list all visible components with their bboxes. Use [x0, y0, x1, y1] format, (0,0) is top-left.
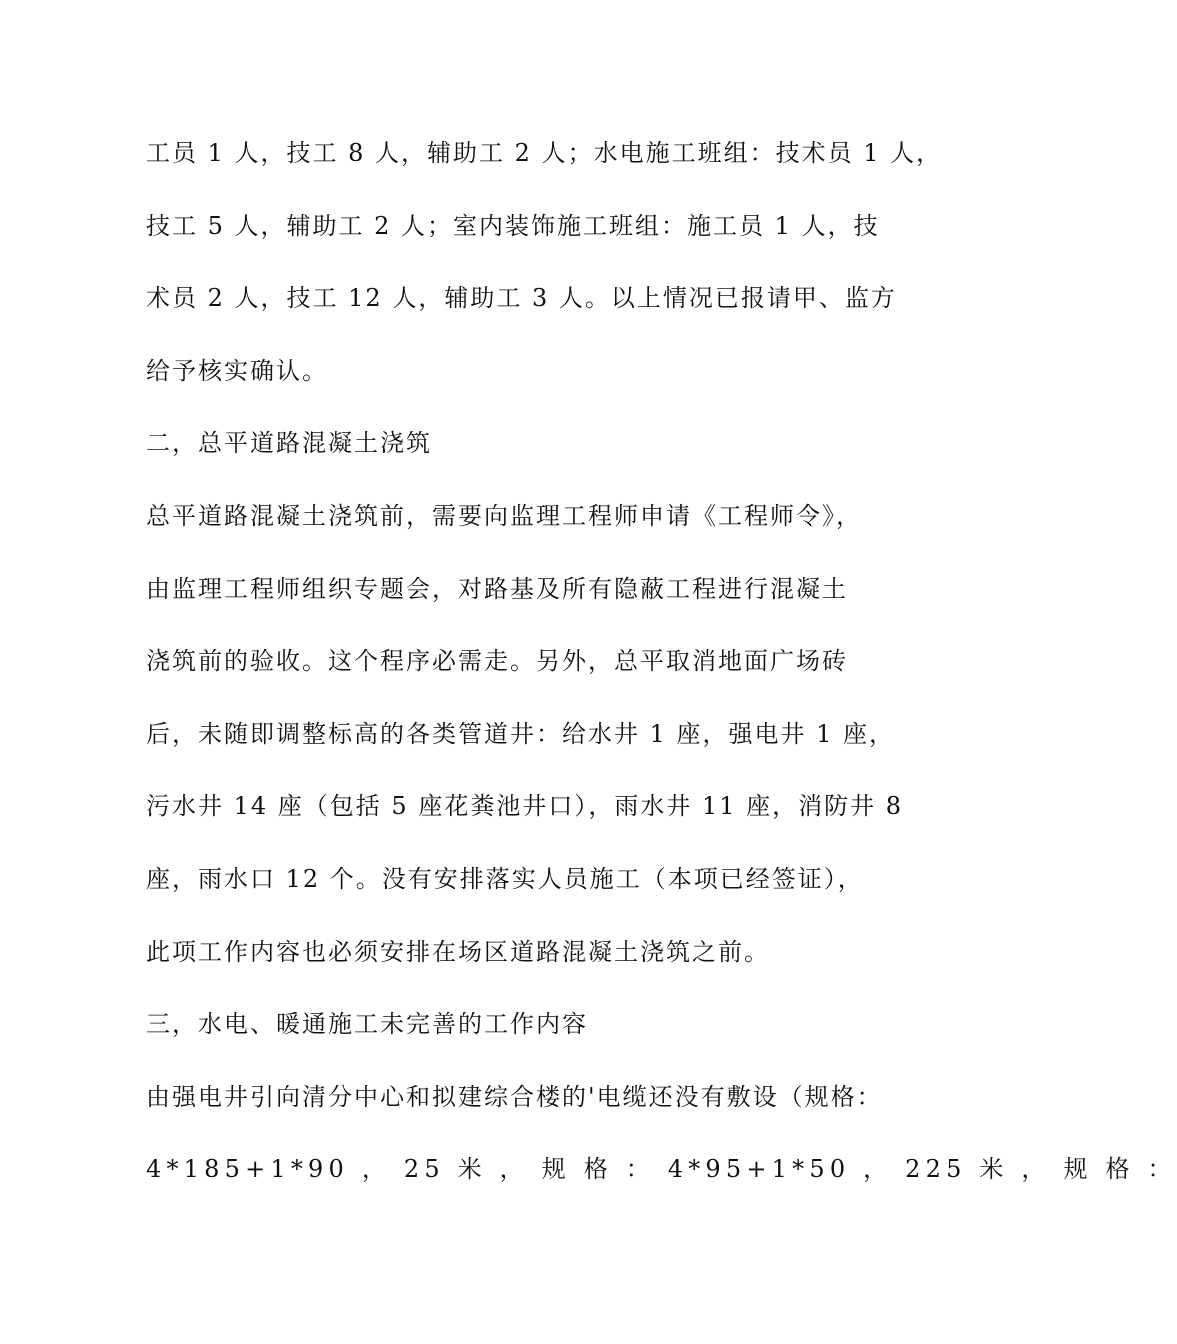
paragraph-line: 4*185+1*90 ， 25 米 ， 规 格 ： 4*95+1*50 ， 225 米 ， 规 格 ： — [146, 1155, 1177, 1184]
paragraph-line: 总平道路混凝土浇筑前，需要向监理工程师申请《工程师令》， — [146, 501, 862, 530]
paragraph-line: 此项工作内容也必须安排在场区道路混凝土浇筑之前。 — [146, 937, 770, 966]
paragraph-line: 工员 1 人，技工 8 人，辅助工 2 人；水电施工班组：技术员 1 人， — [146, 139, 943, 167]
paragraph-line: 由监理工程师组织专题会，对路基及所有隐蔽工程进行混凝土 — [146, 574, 848, 603]
paragraph-line: 技工 5 人，辅助工 2 人；室内装饰施工班组：施工员 1 人，技 — [146, 211, 880, 240]
paragraph-line: 后，未随即调整标高的各类管道井：给水井 1 座，强电井 1 座， — [146, 719, 896, 748]
paragraph-line: 座，雨水口 12 个。没有安排落实人员施工（本项已经签证）， — [146, 864, 864, 893]
body-text — [146, 130, 1177, 1219]
paragraph-line: 由强电井引向清分中心和拟建综合楼的'电缆还没有敷设（规格： — [146, 1082, 883, 1111]
paragraph-line: 给予核实确认。 — [146, 356, 328, 385]
paragraph-line: 污水井 14 座（包括 5 座花粪池井口），雨水井 11 座，消防井 8 — [146, 792, 904, 821]
section-heading: 三，水电、暖通施工未完善的工作内容 — [146, 1010, 588, 1039]
paragraph-line: 浇筑前的验收。这个程序必需走。另外，总平取消地面广场砖 — [146, 647, 848, 676]
section-heading: 二，总平道路混凝土浇筑 — [146, 429, 432, 458]
paragraph-line: 术员 2 人，技工 12 人，辅助工 3 人。以上情况已报请甲、监方 — [146, 284, 897, 313]
